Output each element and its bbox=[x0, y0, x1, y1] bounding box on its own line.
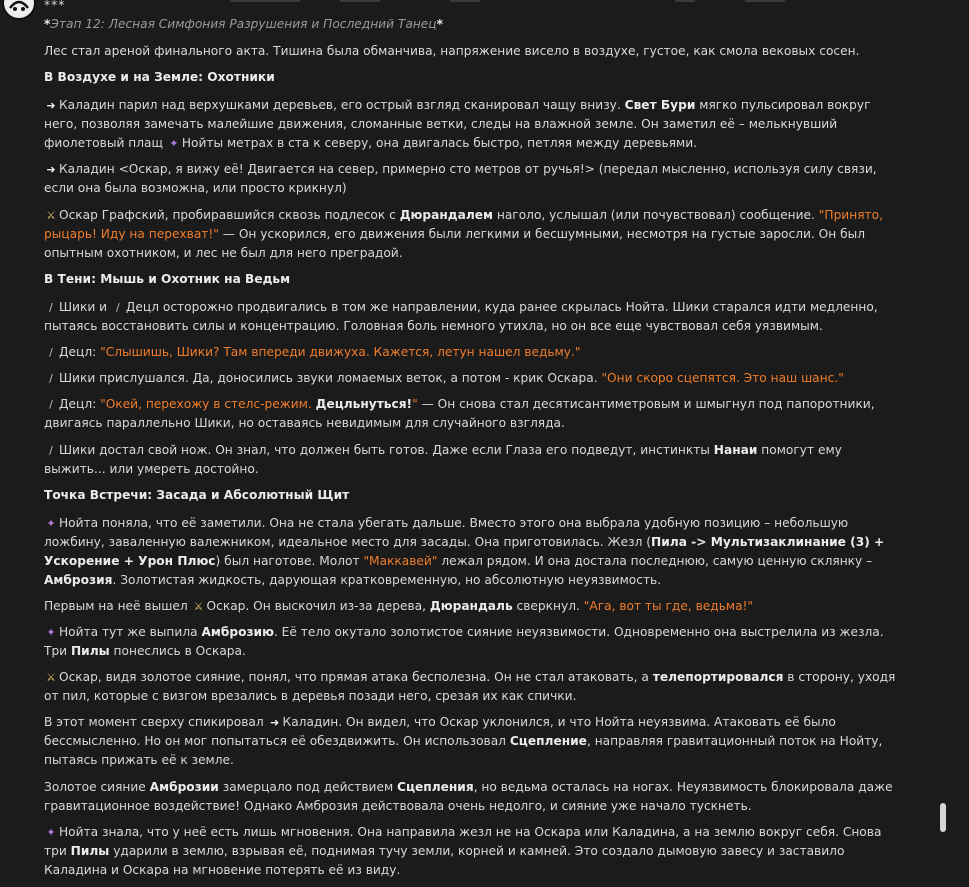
paragraph: ✦ Нойта тут же выпила Амброзию. Её тело окутало золотистое сияние неуязвимости. Одновременно она выстрелила из жезла. Три Пилы понеслись в Оскара. bbox=[44, 625, 884, 659]
message-title: *Этап 12: Лесная Симфония Разрушения и Последний Танец* bbox=[44, 17, 443, 31]
microphone-icon: / bbox=[116, 300, 120, 314]
paragraph: В этот момент сверху спикировал ➜ Каладин. Он видел, что Оскар уклонился, и что Нойта неуязвима. Атаковать её было бессмысленно. Но он мог попытаться её обездвижить. Он использовал Сцепление, направляя гравитационный поток на Нойту, пытаясь прижать её к земле. bbox=[44, 715, 883, 768]
title-text: Этап 12: Лесная Симфония Разрушения и Последний Танец bbox=[50, 17, 437, 31]
paragraph: Золотое сияние Амброзии замерцало под действием Сцепления, но ведьма осталась на ногах. Неуязвимость блокировала даже гравитационное воздействие! Однако Амброзия действовала очень недолго, и сияние уже начало тускнеть. bbox=[44, 779, 893, 813]
paragraph: ✦ Нойта поняла, что её заметили. Она не стала убегать дальше. Вместо этого она выбрала удобную позицию – небольшую ложбину, заваленную валежником, идеальное место для засады. Она приготовилась. Жезл (Пила -> Мультизаклинание (3) + Ускорение + Урон Плюс) был наготове. Молот "Маккавей" лежал рядом. И она достала последнюю, самую ценную склянку – Амброзия. Золотистая жидкость, дарующая кратковременную, но абсолютную неуязвимость. bbox=[44, 515, 885, 587]
paragraph: ✦ Нойта знала, что у неё есть лишь мгновения. Она направила жезл не на Оскара или Каладина, а на землю вокруг себя. Снова три Пилы ударили в землю, взрывая её, поднимая тучу земли, корней и камней. Это создало дымовую завесу и заставило Каладина и Оскара на мгновение потерять её из виду. bbox=[44, 824, 882, 877]
paragraph: / Шики достал свой нож. Он знал, что должен быть готов. Даже если Глаза его подведут, инстинкты Нанаи помогут ему выжить... или умереть достойно. bbox=[44, 442, 842, 476]
section-heading-shadow: В Тени: Мышь и Охотник на Ведьм bbox=[44, 271, 291, 286]
paragraph: / Шики и / Децл осторожно продвигались в том же направлении, куда ранее скрылась Нойта. Шики старался идти медленно, пытаясь восстановить силы и концентрацию. Головная боль немного утихла, но он все еще чувствовал себя уязвимым. bbox=[44, 299, 878, 333]
crossed-swords-icon: ⚔ bbox=[193, 599, 204, 613]
quote-text: "Окей, перехожу в стелс-режим. bbox=[100, 397, 316, 412]
paragraph-intro: Лес стал ареной финального акта. Тишина была обманчива, напряжение висело в воздухе, густое, как смола вековых сосен. bbox=[44, 44, 860, 58]
airplane-icon: ➜ bbox=[46, 163, 56, 177]
section-heading-hunters: В Воздухе и на Земле: Охотники bbox=[44, 70, 275, 85]
airplane-icon: ➜ bbox=[269, 716, 280, 730]
separator: *** bbox=[44, 0, 66, 12]
crossed-swords-icon: ⚔ bbox=[46, 208, 56, 222]
scrollbar-thumb[interactable] bbox=[940, 803, 946, 832]
mage-icon: ✦ bbox=[46, 825, 56, 839]
quote-text: "Маккавей" bbox=[363, 553, 438, 568]
knife-icon: / bbox=[49, 372, 53, 386]
airplane-icon: ➜ bbox=[46, 99, 56, 113]
microphone-icon: / bbox=[49, 398, 53, 412]
paragraph: Первым на неё вышел ⚔ Оскар. Он выскочил из-за дерева, Дюрандаль сверкнул. "Ага, вот ты где, ведьма!" bbox=[44, 597, 906, 616]
knife-icon: / bbox=[49, 300, 53, 314]
quote-text: "Ага, вот ты где, ведьма!" bbox=[583, 598, 754, 613]
quote-text: "Слышишь, Шики? Там впереди движуха. Кажется, летун нашел ведьму." bbox=[100, 344, 581, 359]
avatar[interactable] bbox=[2, 0, 36, 20]
knife-icon: / bbox=[49, 443, 53, 457]
mage-icon: ✦ bbox=[46, 516, 56, 530]
avatar-image bbox=[4, 0, 34, 18]
crossed-swords-icon: ⚔ bbox=[46, 671, 56, 685]
paragraph: / Децл: "Слышишь, Шики? Там впереди движуха. Кажется, летун нашел ведьму." bbox=[44, 343, 906, 362]
quote-text: "Принято, рыцарь! Иду на перехват!" bbox=[44, 207, 883, 241]
paragraph: ➜ Каладин <Оскар, я вижу её! Двигается на север, примерно сто метров от ручья!> (передал мысленно, используя силу связи, если она была возможна, или просто крикнул) bbox=[44, 162, 877, 196]
paragraph: / Децл: "Окей, перехожу в стелс-режим. Децльнуться!" — Он снова стал десятисантиметровым и шмыгнул под папоротники, двигаясь параллельно Шики, но оставаясь невидимым для случайного взгляда. bbox=[44, 397, 875, 431]
mage-icon: ✦ bbox=[169, 137, 179, 151]
paragraph: / Шики прислушался. Да, доносились звуки ломаемых веток, а потом - крик Оскара. "Они скоро сцепятся. Это наш шанс." bbox=[44, 369, 906, 388]
paragraph: ⚔ Оскар, видя золотое сияние, понял, что прямая атака бесполезна. Он не стал атаковать, а телепортировался в сторону, уходя от пил, которые с визгом врезались в деревья позади него, срезая их как спички. bbox=[44, 670, 896, 704]
section-heading-meeting: Точка Встречи: Засада и Абсолютный Щит bbox=[44, 487, 350, 502]
paragraph: ⚔ Оскар Графский, пробиравшийся сквозь подлесок с Дюрандалем наголо, услышал (или почувствовал) сообщение. "Принято, рыцарь! Иду на перехват!" — Он ускорился, его движения были легкими и бесшумными, несмотря на густые заросли. Он был опытным охотником, и лес не был для него преградой. bbox=[44, 207, 883, 260]
paragraph: ➜ Каладин парил над верхушками деревьев, его острый взгляд сканировал чащу внизу. Свет Бури мягко пульсировал вокруг него, позволяя замечать малейшие движения, сломанные ветки, следы на влажной земле. Он заметил её – мелькнувший фиолетовый плащ ✦ Нойты метрах в ста к северу, она двигалась быстро, петляя между деревьями. bbox=[44, 96, 906, 153]
chat-message bbox=[44, 0, 906, 887]
quote-text: "Они скоро сцепятся. Это наш шанс." bbox=[601, 371, 844, 386]
microphone-icon: / bbox=[49, 345, 53, 359]
quote-text-bold: Децльнуться! bbox=[315, 397, 413, 412]
mage-icon: ✦ bbox=[46, 626, 56, 640]
